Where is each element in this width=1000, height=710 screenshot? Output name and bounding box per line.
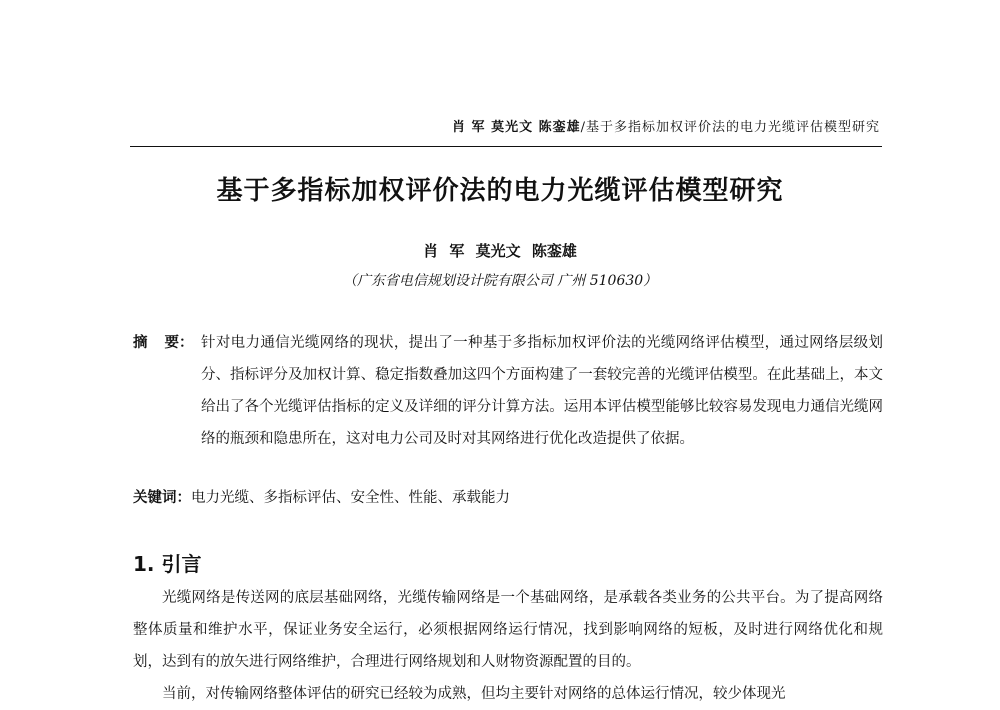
keywords	[133, 486, 883, 507]
paper-title: 基于多指标加权评价法的电力光缆评估模型研究	[216, 176, 784, 206]
abstract-text: 针对电力通信光缆网络的现状，提出了一种基于多指标加权评价法的光缆网络评估模型，通过网络层级划分、指标评分及加权计算、稳定指数叠加这四个方面构建了一套较完善的光缆评估模型。在此基础上，本文给出了各个光缆评估指标的定义及详细的评分计算方法。运用本评估模型能够比较容易发现电力通信光缆网络的瓶颈和隐患所在，这对电力公司及时对其网络进行优化改造提供了依据。	[201, 335, 883, 447]
keywords-label: 关键词：	[133, 490, 191, 506]
running-head-title: /基于多指标加权评价法的电力光缆评估模型研究	[580, 120, 880, 135]
abstract-label	[133, 327, 194, 359]
keywords-text: 电力光缆、多指标评估、安全性、性能、承载能力	[191, 490, 510, 506]
affiliation: （广东省电信规划设计院有限公司 广州 510630）	[342, 273, 658, 289]
section-heading: 1. 引言	[133, 552, 202, 576]
abstract-label-b: 要：	[164, 335, 194, 351]
header-rule	[130, 146, 882, 147]
abstract	[133, 327, 883, 455]
running-head	[452, 116, 880, 135]
running-head-authors: 肖 军 莫光文 陈銮雄	[452, 120, 581, 135]
paper-authors: 肖 军 莫光文 陈銮雄	[423, 242, 577, 260]
body-paragraph: 当前，对传输网络整体评估的研究已经较为成熟，但均主要针对网络的总体运行情况，较少体现光	[162, 686, 786, 702]
body-paragraph: 光缆网络是传送网的底层基础网络，光缆传输网络是一个基础网络，是承载各类业务的公共平台。为了提高网络整体质量和维护水平，保证业务安全运行，必须根据网络运行情况，找到影响网络的短板，及时进行网络优化和规划，达到有的放矢进行网络维护，合理进行网络规划和人财物资源配置的目的。	[133, 590, 883, 670]
section-body	[133, 582, 883, 710]
abstract-label-a: 摘	[133, 335, 148, 351]
